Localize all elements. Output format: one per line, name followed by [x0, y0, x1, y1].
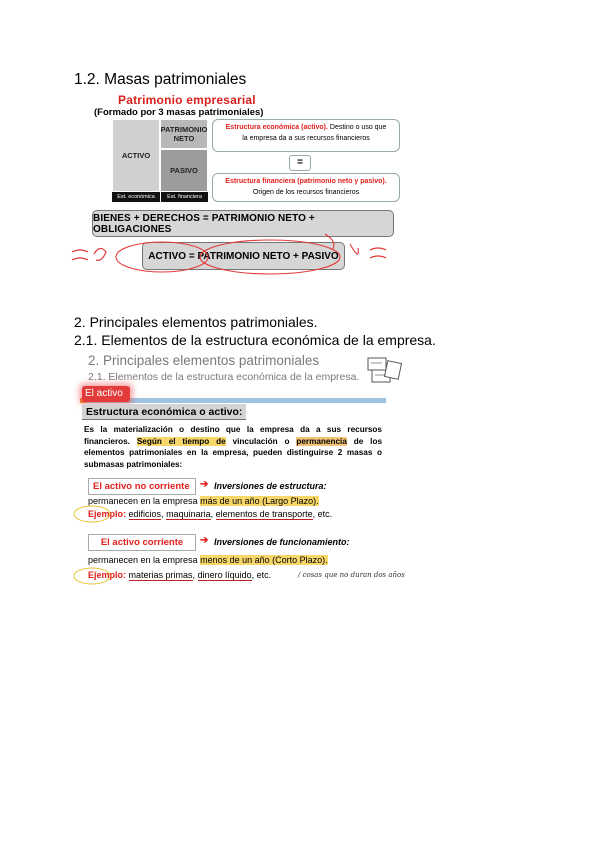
activo-no-corriente-tag: El activo no corriente: [88, 478, 196, 495]
box-financiera-title: Estructura financiera (patrimonio neto y pasivo).: [225, 178, 387, 185]
no-corriente-text: permanecen en la empresa: [88, 496, 198, 506]
slide-subtitle: 2.1. Elementos de la estructura económica de la empresa.: [88, 371, 360, 383]
foot-financiera: Est. financiera: [160, 192, 208, 202]
patrimonio-title: Patrimonio empresarial: [118, 93, 256, 107]
pasivo-block: PASIVO: [160, 149, 208, 192]
box-economica-text2: la empresa da a sus recursos financieros: [242, 135, 370, 142]
ejemplo-maquinaria: maquinaria: [166, 509, 211, 519]
box-estructura-economica: [212, 119, 400, 152]
ejemplo-transporte: elementos de transporte: [215, 509, 313, 519]
el-activo-tag: El activo: [82, 386, 130, 402]
corriente-text: permanecen en la empresa: [88, 555, 198, 565]
section-heading-masas: 1.2. Masas patrimoniales: [74, 71, 247, 88]
patrimonio-subtitle: (Formado por 3 masas patrimoniales): [94, 107, 264, 118]
arrow-right-icon-2: ➔: [200, 535, 209, 546]
box-estructura-financiera: [212, 173, 400, 202]
definition-paragraph: [84, 424, 382, 470]
formula-activo: ACTIVO = PATRIMONIO NETO + PASIVO: [142, 242, 345, 270]
box-financiera-text: Origen de los recursos financieros: [252, 189, 360, 196]
handwritten-note: / cosas que no duran dos años: [298, 571, 405, 579]
inversiones-funcionamiento: Inversiones de funcionamiento:: [214, 537, 350, 547]
activo-corriente-tag: El activo corriente: [88, 534, 196, 551]
no-corriente-highlight: más de un año (Largo Plazo).: [200, 496, 319, 506]
activo-block: ACTIVO: [112, 119, 160, 192]
slide-title: 2. Principales elementos patrimoniales: [88, 353, 320, 368]
balance-diagram: [112, 119, 208, 202]
inversiones-estructura: Inversiones de estructura:: [214, 481, 327, 491]
estructura-economica-bar: Estructura económica o activo:: [82, 404, 246, 420]
equals-sign: =: [289, 155, 311, 171]
section-heading-principales: 2. Principales elementos patrimoniales.: [74, 314, 318, 330]
ejemplo-etc: , etc.: [312, 509, 333, 519]
foot-economica: Est. económica: [112, 192, 160, 202]
para-c: de los elementos patrimoniales en la empresa, pueden distinguirse 2 masas o submasas patrimoniales:: [84, 436, 382, 469]
corriente-highlight: menos de un año (Corto Plazo).: [200, 555, 328, 565]
ejemplo-label-2: Ejemplo:: [88, 570, 127, 580]
arrow-right-icon: ➔: [200, 479, 209, 490]
para-highlight-tiempo: Según el tiempo de: [136, 436, 226, 446]
ejemplo-dinero: dinero líquido: [197, 570, 252, 580]
no-corriente-ejemplo: Ejemplo: edificios, maquinaria, elementos de transporte, etc.: [88, 509, 333, 519]
para-a: Es la materialización o destino que la empresa da a sus recursos financieros.: [84, 425, 382, 446]
ejemplo-label: Ejemplo:: [88, 509, 127, 519]
ejemplo-materias: materias primas: [128, 570, 193, 580]
patrimonio-neto-block: PATRIMONIO NETO: [160, 119, 208, 149]
box-economica-title: Estructura económica (activo).: [225, 124, 328, 131]
section-heading-estructura: 2.1. Elementos de la estructura económica de la empresa.: [74, 332, 436, 348]
ejemplo-etc-2: , etc.: [251, 570, 272, 580]
ejemplo-edificios: edificios: [128, 509, 162, 519]
red-annotation-marks: [70, 232, 400, 280]
corriente-ejemplo: Ejemplo: materias primas, dinero líquido, etc.: [88, 570, 272, 580]
para-highlight-permanencia: permanencia: [296, 436, 347, 446]
box-economica-text1: Destino o uso que: [329, 124, 387, 131]
documents-icon: [366, 356, 402, 390]
formula-bienes-derechos: BIENES + DERECHOS = PATRIMONIO NETO + OBLIGACIONES: [92, 210, 394, 237]
yellow-annotation-marks: [72, 500, 132, 600]
para-b: vinculación o: [232, 436, 290, 446]
